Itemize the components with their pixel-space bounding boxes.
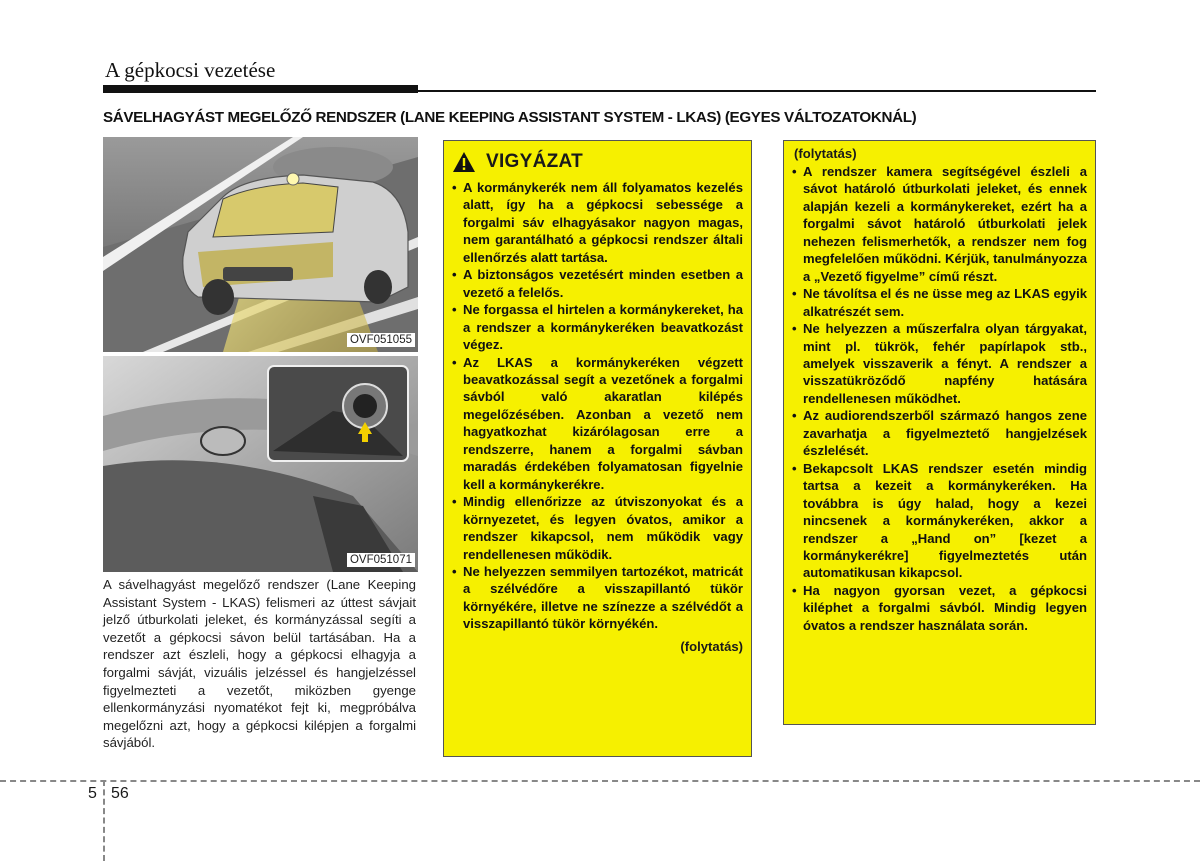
list-item: • A kormánykerék nem áll folyamatos kezelés alatt, így ha a gépkocsi sebessége a forgalmi sáv elhagyásakor nagyon magas, nem garantálható a gépkocsi rendszer általi ellenőrzés alatt tartása. (452, 179, 743, 266)
list-item: • A biztonságos vezetésért minden esetben a vezető a felelős. (452, 266, 743, 301)
car-lane-illustration (103, 137, 418, 352)
list-item: • Bekapcsolt LKAS rendszer esetén mindig tartsa a kezeit a kormánykeréken. Ha továbbra is úgy halad, hogy a kezei nincsenek a kormánykeréken, akkor a rendszer a „Hand on” [kezet a kormánykerékre] figyelmeztetés után automatikusan kikapcsol. (792, 460, 1087, 582)
list-item: • Az LKAS a kormánykeréken végzett beavatkozással segít a vezetőnek a forgalmi sávból való akaratlan kilépés megelőzésében. Azonban a vezető nem hagyatkozhat kizárólagosan erre a rendszerre, hanem a forgalmi sávban maradás érdekében folyamatosan figyelnie kell a kormánykerékre. (452, 354, 743, 494)
warning-list (452, 179, 743, 633)
continuation-box (783, 140, 1096, 725)
steering-wheel-camera-illustration (103, 356, 418, 572)
body-paragraph: A sávelhagyást megelőző rendszer (Lane Keeping Assistant System - LKAS) felismeri az úttest sávjait jelző útburkolati jeleket, és kormányzással segíti a vezetőt a gépkocsi sávon belül tartásában. Ha a rendszer azt észleli, hogy a gépkocsi elhagyja a forgalmi sávját, vizuális jelzéssel és hangjelzéssel figyelmezteti a vezetőt, miközben gyenge ellenkormányzási nyomatékot fejt ki, megpróbálva megelőzni azt, hogy a gépkocsi kilépjen a forgalmi sávjából. (103, 577, 416, 751)
warning-header (452, 147, 743, 177)
footer-divider (0, 780, 1200, 782)
continued-label: (folytatás) (680, 638, 743, 654)
list-item: • A rendszer kamera segítségével észleli a sávot határoló útburkolati jeleket, és ennek alapján kezeli a kormánykereket, ezért ha a forgalmi sávot határoló útburkolati jelek nehezen felismerhetők, a rendszer nem fog megfelelően működni. Kérjük, tanulmányozza a „Vezető figyelme” című részt. (792, 163, 1087, 285)
list-item: • Ne helyezzen semmilyen tartozékot, matricát a szélvédőre a visszapillantó tükör környékére, illetve ne színezze a szélvédőt a visszapillantó tükör környékén. (452, 563, 743, 633)
warning-triangle-icon (452, 151, 476, 173)
list-item: • Ne távolítsa el és ne üsse meg az LKAS egyik alkatrészét sem. (792, 285, 1087, 320)
list-item: • Mindig ellenőrizze az útviszonyokat és a környezetet, és legyen óvatos, amikor a rendszer kikapcsol, nem működik vagy rendellenesen működik. (452, 493, 743, 563)
warning-title: VIGYÁZAT (486, 151, 584, 172)
list-item: • Ne helyezzen a műszerfalra olyan tárgyakat, mint pl. tükrök, fehér papírlapok stb., amelyek visszaverik a fényt. A rendszer a visszatükröződő napfény hatására rendellenesen működhet. (792, 320, 1087, 407)
section-heading: SÁVELHAGYÁST MEGELŐZŐ RENDSZER (LANE KEEPING ASSISTANT SYSTEM - LKAS) (EGYES VÁLTOZATOKNÁL) (103, 109, 917, 126)
list-item: • Ha nagyon gyorsan vezet, a gépkocsi kiléphet a forgalmi sávból. Mindig legyen óvatos a rendszer használata során. (792, 582, 1087, 634)
page-number: 56 (111, 785, 129, 802)
continuation-list (792, 163, 1087, 634)
list-item: • Ne forgassa el hirtelen a kormánykereket, ha a rendszer a kormánykeréken beavatkozást végez. (452, 301, 743, 353)
chapter-title: A gépkocsi vezetése (105, 58, 276, 82)
header-rule-thin (103, 90, 1096, 92)
page-chapter: 5 (88, 785, 97, 802)
continuation-label: (folytatás) (794, 146, 857, 161)
figure-camera (103, 356, 418, 572)
figure-code: OVF051071 (347, 553, 415, 567)
list-item: • Az audiorendszerből származó hangos zene zavarhatja a figyelmeztető hangjelzések észlelését. (792, 407, 1087, 459)
warning-box (443, 140, 752, 757)
figure-code: OVF051055 (347, 333, 415, 347)
figure-car-lane (103, 137, 418, 352)
footer-vertical-divider (103, 780, 105, 861)
